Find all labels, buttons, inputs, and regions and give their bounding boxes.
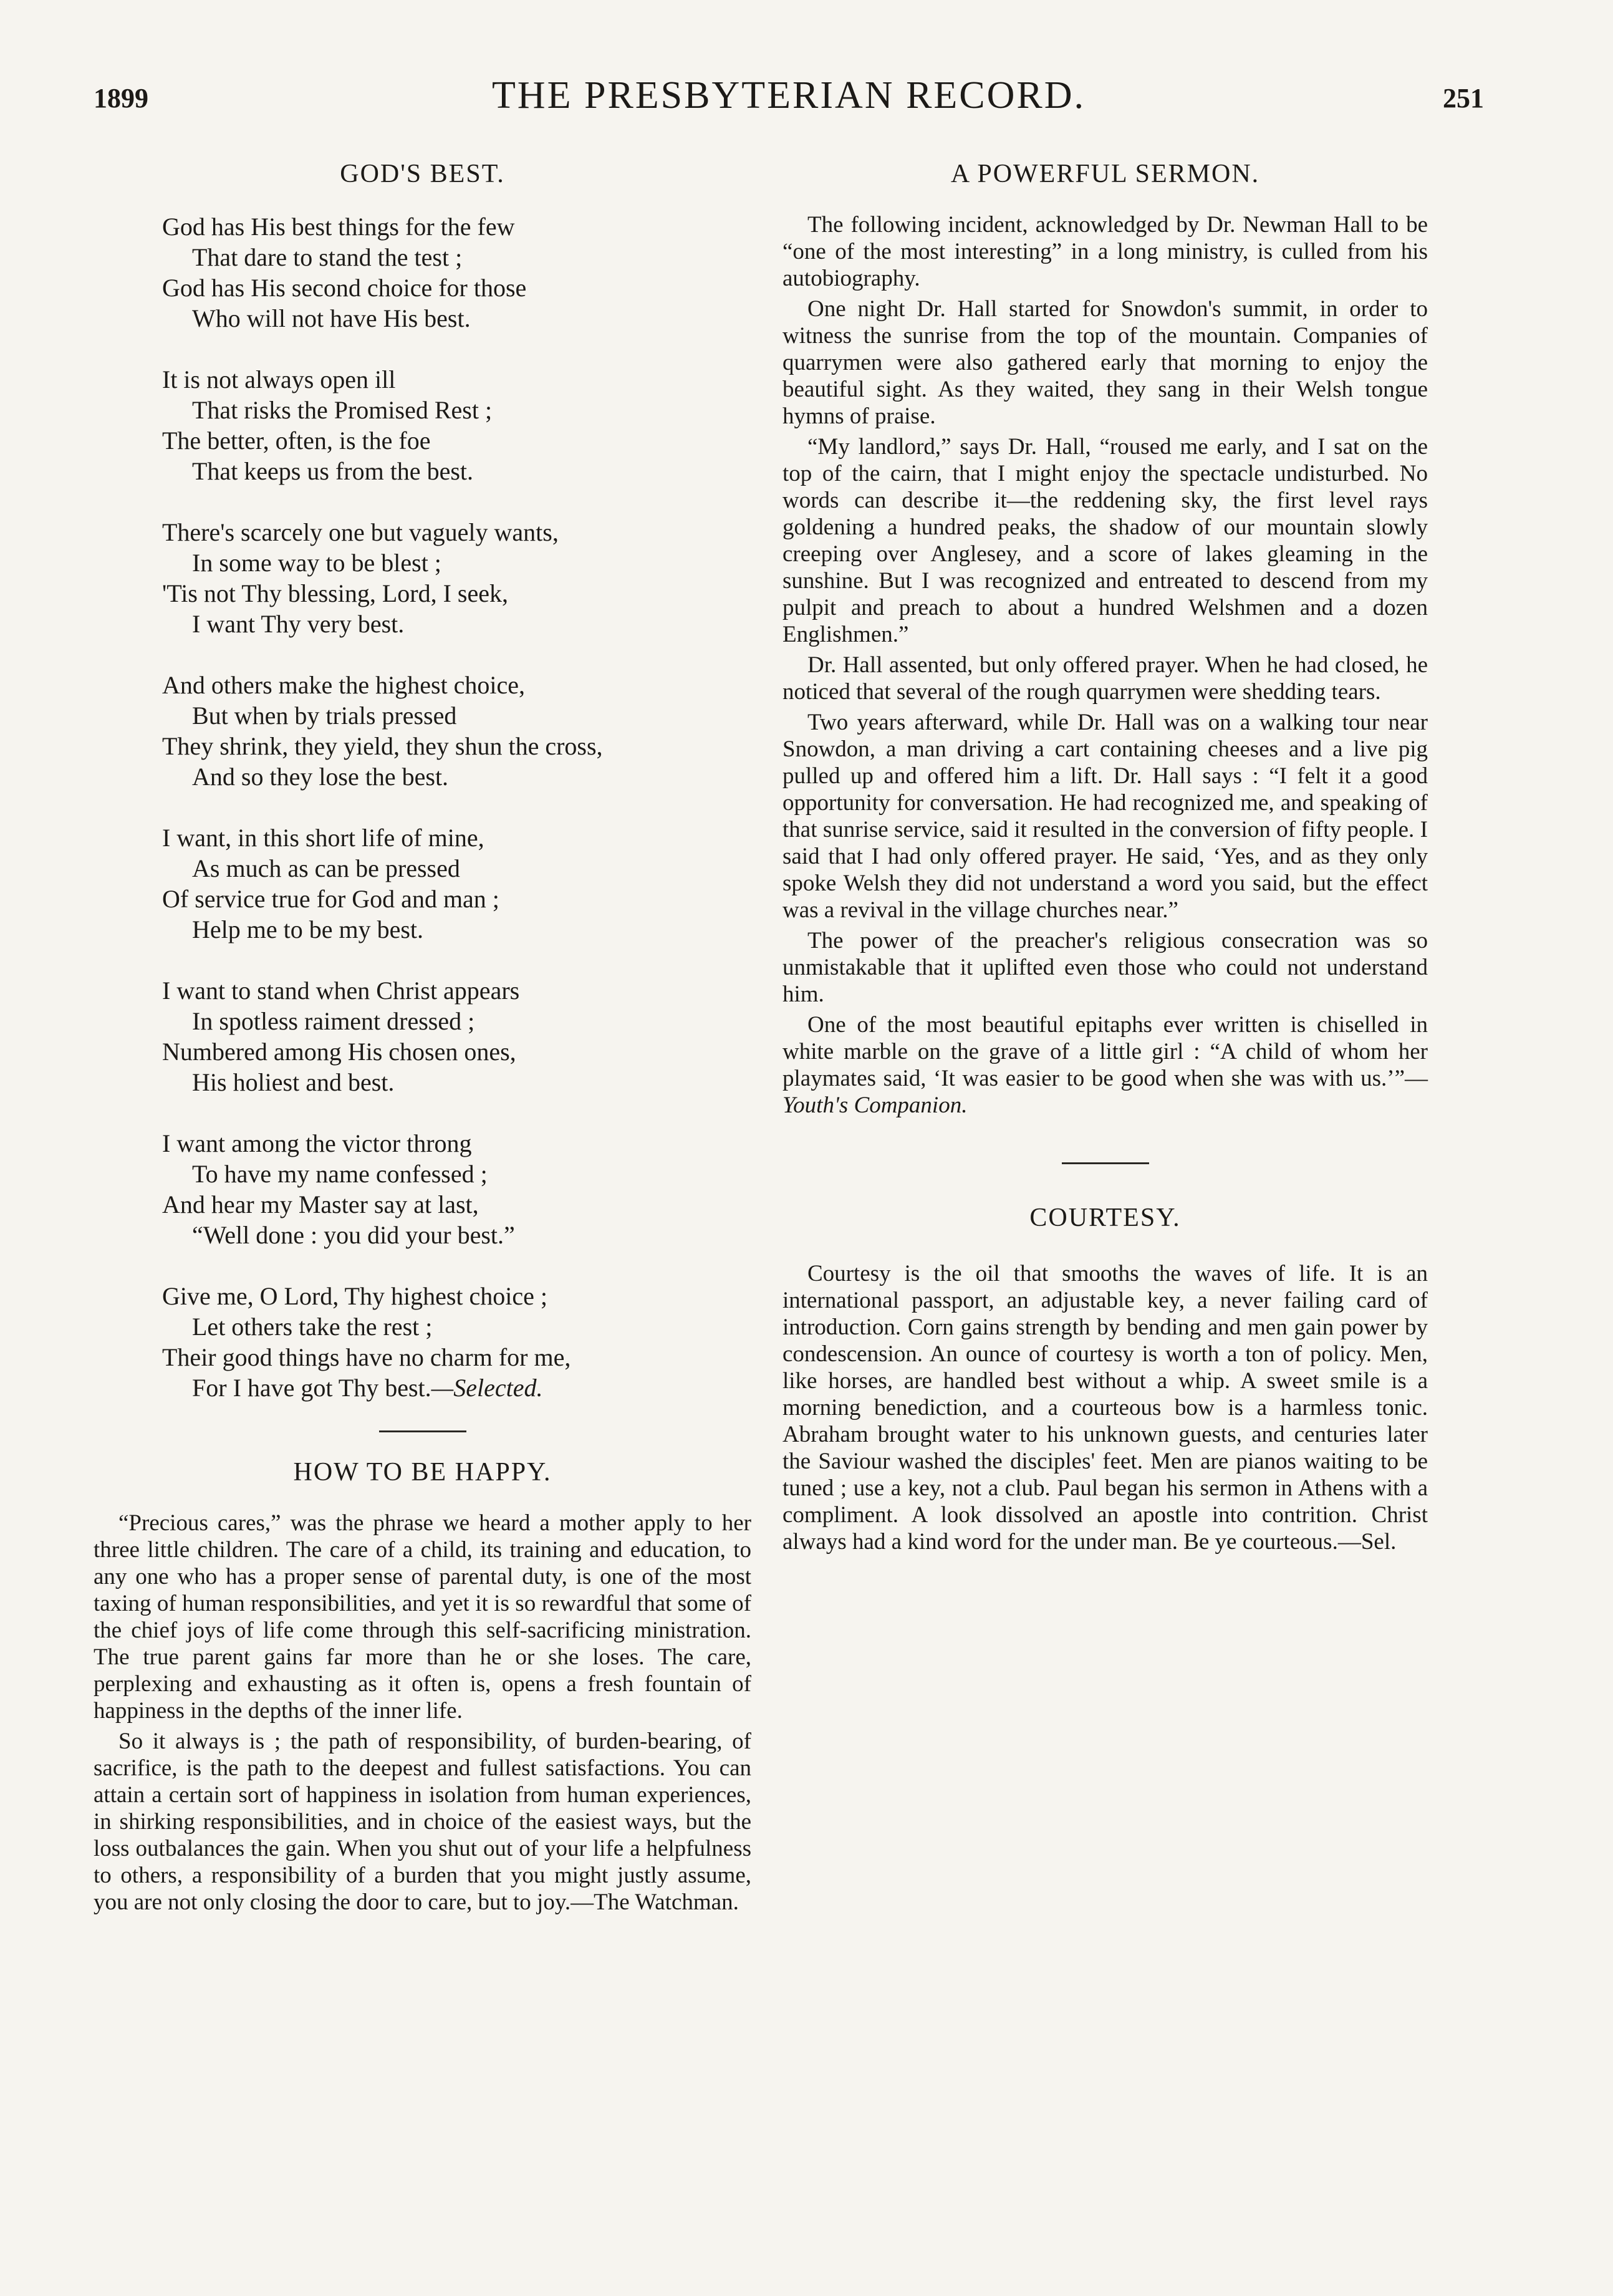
poem-line: And hear my Master say at last, bbox=[162, 1190, 479, 1218]
poem-line bbox=[162, 1372, 751, 1403]
left-column bbox=[94, 159, 751, 1916]
header-year: 1899 bbox=[94, 83, 148, 113]
poem-line: I want to stand when Christ appears bbox=[162, 977, 520, 1005]
poem-stanza bbox=[162, 1128, 751, 1250]
poem-line: I want Thy very best. bbox=[192, 610, 405, 638]
poem-line: God has His second choice for those bbox=[162, 274, 527, 302]
poem-stanza bbox=[162, 670, 751, 792]
poem-line: And others make the highest choice, bbox=[162, 671, 526, 699]
poem-line: His holiest and best. bbox=[192, 1068, 395, 1096]
poem-line: 'Tis not Thy blessing, Lord, I seek, bbox=[162, 579, 508, 607]
poem-line: The better, often, is the foe bbox=[162, 427, 431, 455]
poem-line: That keeps us from the best. bbox=[192, 457, 473, 485]
poem-line: That dare to stand the test ; bbox=[192, 243, 463, 271]
article-paragraph: The power of the preacher's religious consecration was so unmistakable that it uplifted even those who could not understand him. bbox=[782, 928, 1428, 1007]
poem-line: In spotless raiment dressed ; bbox=[192, 1007, 475, 1035]
poem-attribution: —Selected. bbox=[431, 1374, 543, 1402]
article-source: Youth's Companion. bbox=[782, 1093, 968, 1118]
poem-line: It is not always open ill bbox=[162, 365, 396, 393]
poem-line: “Well done : you did your best.” bbox=[192, 1221, 515, 1249]
poem-line: Let others take the rest ; bbox=[192, 1313, 433, 1341]
section-divider bbox=[1062, 1162, 1149, 1164]
article-title-how-to-be-happy: HOW TO BE HAPPY. bbox=[293, 1458, 552, 1487]
poem-line: Help me to be my best. bbox=[192, 915, 424, 943]
article-paragraph: Two years afterward, while Dr. Hall was on a walking tour near Snowdon, a man driving a cart containing cheeses and a live pig pulled up and offered him a lift. Dr. Hall says : “I felt it a good opportunity for conversation. He had recognized me, and speaking of that sunrise service, said it resulted in the conversion of fifty people. I said that I had only offered prayer. He said, ‘Yes, and as they only spoke Welsh they did not understand a word you said, but the effect was a revival in the village churches near.” bbox=[782, 710, 1428, 923]
poem-stanza bbox=[162, 975, 751, 1097]
poem-line: To have my name confessed ; bbox=[192, 1160, 488, 1188]
poem-line: Of service true for God and man ; bbox=[162, 885, 499, 913]
poem-line: As much as can be pressed bbox=[192, 854, 460, 882]
poem-stanza bbox=[162, 822, 751, 945]
article-paragraph: “My landlord,” says Dr. Hall, “roused me early, and I sat on the top of the cairn, that I might enjoy the spectacle undisturbed. No words can describe it—the reddening sky, the first level rays goldening a hundred peaks, the shadow of our mountain slowly creeping over Anglesey, and a score of lakes gleaming in the sunshine. But I was recognized and entreated to descend from my pulpit and preach to about a hundred Welshmen and a dozen Englishmen.” bbox=[782, 434, 1428, 647]
poem-line: I want among the victor throng bbox=[162, 1129, 472, 1157]
poem-line: They shrink, they yield, they shun the cross, bbox=[162, 732, 603, 760]
poem-stanza bbox=[162, 517, 751, 639]
poem-stanza bbox=[162, 211, 751, 334]
poem-line: God has His best things for the few bbox=[162, 213, 515, 241]
page-header bbox=[94, 74, 1484, 130]
poem-line: And so they lose the best. bbox=[192, 763, 449, 791]
article-title-courtesy: COURTESY. bbox=[1029, 1203, 1181, 1232]
article-paragraph: One night Dr. Hall started for Snowdon's summit, in order to witness the sunrise from the top of the mountain. Companies of quarrymen were also gathered early that morning to enjoy the beautiful sight. As they waited, they sang in their Welsh tongue hymns of praise. bbox=[782, 296, 1428, 429]
poem-line: That risks the Promised Rest ; bbox=[192, 396, 493, 424]
poem-line: In some way to be blest ; bbox=[192, 549, 441, 577]
right-column bbox=[782, 159, 1428, 1555]
poem-title: GOD'S BEST. bbox=[340, 160, 505, 188]
page-number: 251 bbox=[1443, 83, 1484, 113]
article-paragraph: So it always is ; the path of responsibility, of burden-bearing, of sacrifice, is the path to the deepest and fullest satisfactions. You can attain a certain sort of happiness in isolation from human experiences, in shirking responsibilities, and in choice of the easiest ways, but the loss outbalances the gain. When you shut out of your life a helpfulness to others, a responsibility of a burden that you might justly assume, you are not only closing the door to care, but to joy.—The Watchman. bbox=[94, 1729, 751, 1915]
masthead-title: THE PRESBYTERIAN RECORD. bbox=[491, 74, 1086, 117]
poem-stanza bbox=[162, 1281, 751, 1403]
poem-line: Who will not have His best. bbox=[192, 304, 471, 332]
article-paragraph: “Precious cares,” was the phrase we heard a mother apply to her three little children. The care of a child, its training and education, to any one who has a proper sense of parental duty, is one of the most taxing of human responsibilities, and yet it is so rewardful that some of the chief joys of life come through this self-sacrificing ministration. The true parent gains far more than he or she loses. The care, perplexing and exhausting as it often is, opens a fresh fountain of happiness in the depths of the inner life. bbox=[94, 1510, 751, 1724]
article-title-powerful-sermon: A POWERFUL SERMON. bbox=[950, 160, 1260, 188]
poem-last-line: For I have got Thy best. bbox=[192, 1374, 431, 1402]
article-paragraph: The following incident, acknowledged by Dr. Newman Hall to be “one of the most interesting” in a long ministry, is culled from his autobiography. bbox=[782, 212, 1428, 291]
poem-line: But when by trials pressed bbox=[192, 702, 457, 730]
epitaph-text: One of the most beautiful epitaphs ever written is chiselled in white marble on the grave of a little girl : “A child of whom her playmates said, ‘It was easier to be good when she was with us.’”— bbox=[782, 1012, 1428, 1091]
poem-line: I want, in this short life of mine, bbox=[162, 824, 484, 852]
section-divider bbox=[379, 1430, 466, 1432]
poem-line: There's scarcely one but vaguely wants, bbox=[162, 518, 559, 546]
article-paragraph: Dr. Hall assented, but only offered prayer. When he had closed, he noticed that several of the rough quarrymen were shedding tears. bbox=[782, 652, 1428, 705]
poem-stanza bbox=[162, 364, 751, 486]
article-paragraph: Courtesy is the oil that smooths the waves of life. It is an international passport, an adjustable key, a never failing card of introduction. Corn gains strength by bending and men gain power by condescension. An ounce of courtesy is worth a ton of policy. Men, like horses, are handled best without a whip. A sweet smile is a morning benediction, and a courteous bow is a harmless tonic. Abraham brought water to his unknown guests, and centuries later the Saviour washed the disciples' feet. Men are pianos waiting to be tuned ; use a key, not a club. Paul began his sermon in Athens with a compliment. A look dissolved an apostle into contrition. Christ always had a kind word for the under man. Be ye courteous.—Sel. bbox=[782, 1261, 1428, 1555]
poem-gods-best bbox=[162, 211, 751, 1403]
poem-line: Numbered among His chosen ones, bbox=[162, 1038, 516, 1066]
article-paragraph bbox=[782, 1011, 1428, 1119]
poem-line: Their good things have no charm for me, bbox=[162, 1343, 571, 1371]
poem-line: Give me, O Lord, Thy highest choice ; bbox=[162, 1282, 548, 1310]
